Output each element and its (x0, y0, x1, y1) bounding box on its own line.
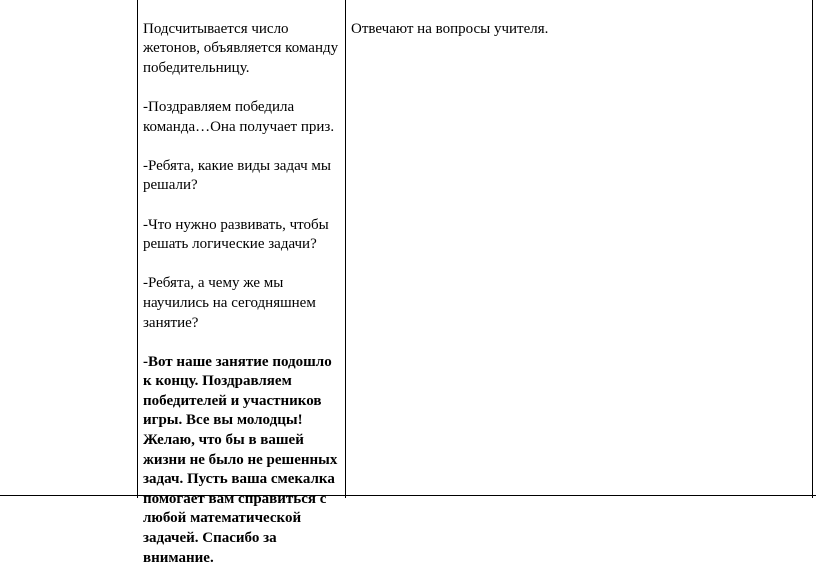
student-activity-text: Отвечают на вопросы учителя. (351, 20, 549, 37)
column-divider-left (137, 0, 138, 498)
teacher-paragraph-2: -Поздравляем победила команда…Она получает приз. (143, 98, 335, 135)
teacher-paragraph-3: -Ребята, какие виды задач мы решали? (143, 157, 331, 194)
column-divider-middle (345, 0, 346, 498)
teacher-paragraph-4: -Что нужно развивать, чтобы решать логические задачи? (143, 216, 329, 253)
teacher-activity-cell (143, 0, 343, 588)
teacher-closing-remarks: -Вот наше занятие подошло к концу. Поздравляем победителей и участников игры. Все вы молодцы! Желаю, что бы в вашей жизни не было не решенных задач. Пусть ваша смекалка помогает вам справиться с любой математической задачей. Спасибо за внимание. (143, 353, 338, 566)
column-divider-right (812, 0, 813, 498)
table-bottom-border (0, 495, 816, 496)
teacher-paragraph-5: -Ребята, а чему же мы научились на сегодняшнем занятие? (143, 275, 316, 331)
teacher-paragraph-1: Подсчитывается число жетонов, объявляется команду победительницу. (143, 20, 339, 76)
student-activity-cell (351, 0, 801, 59)
